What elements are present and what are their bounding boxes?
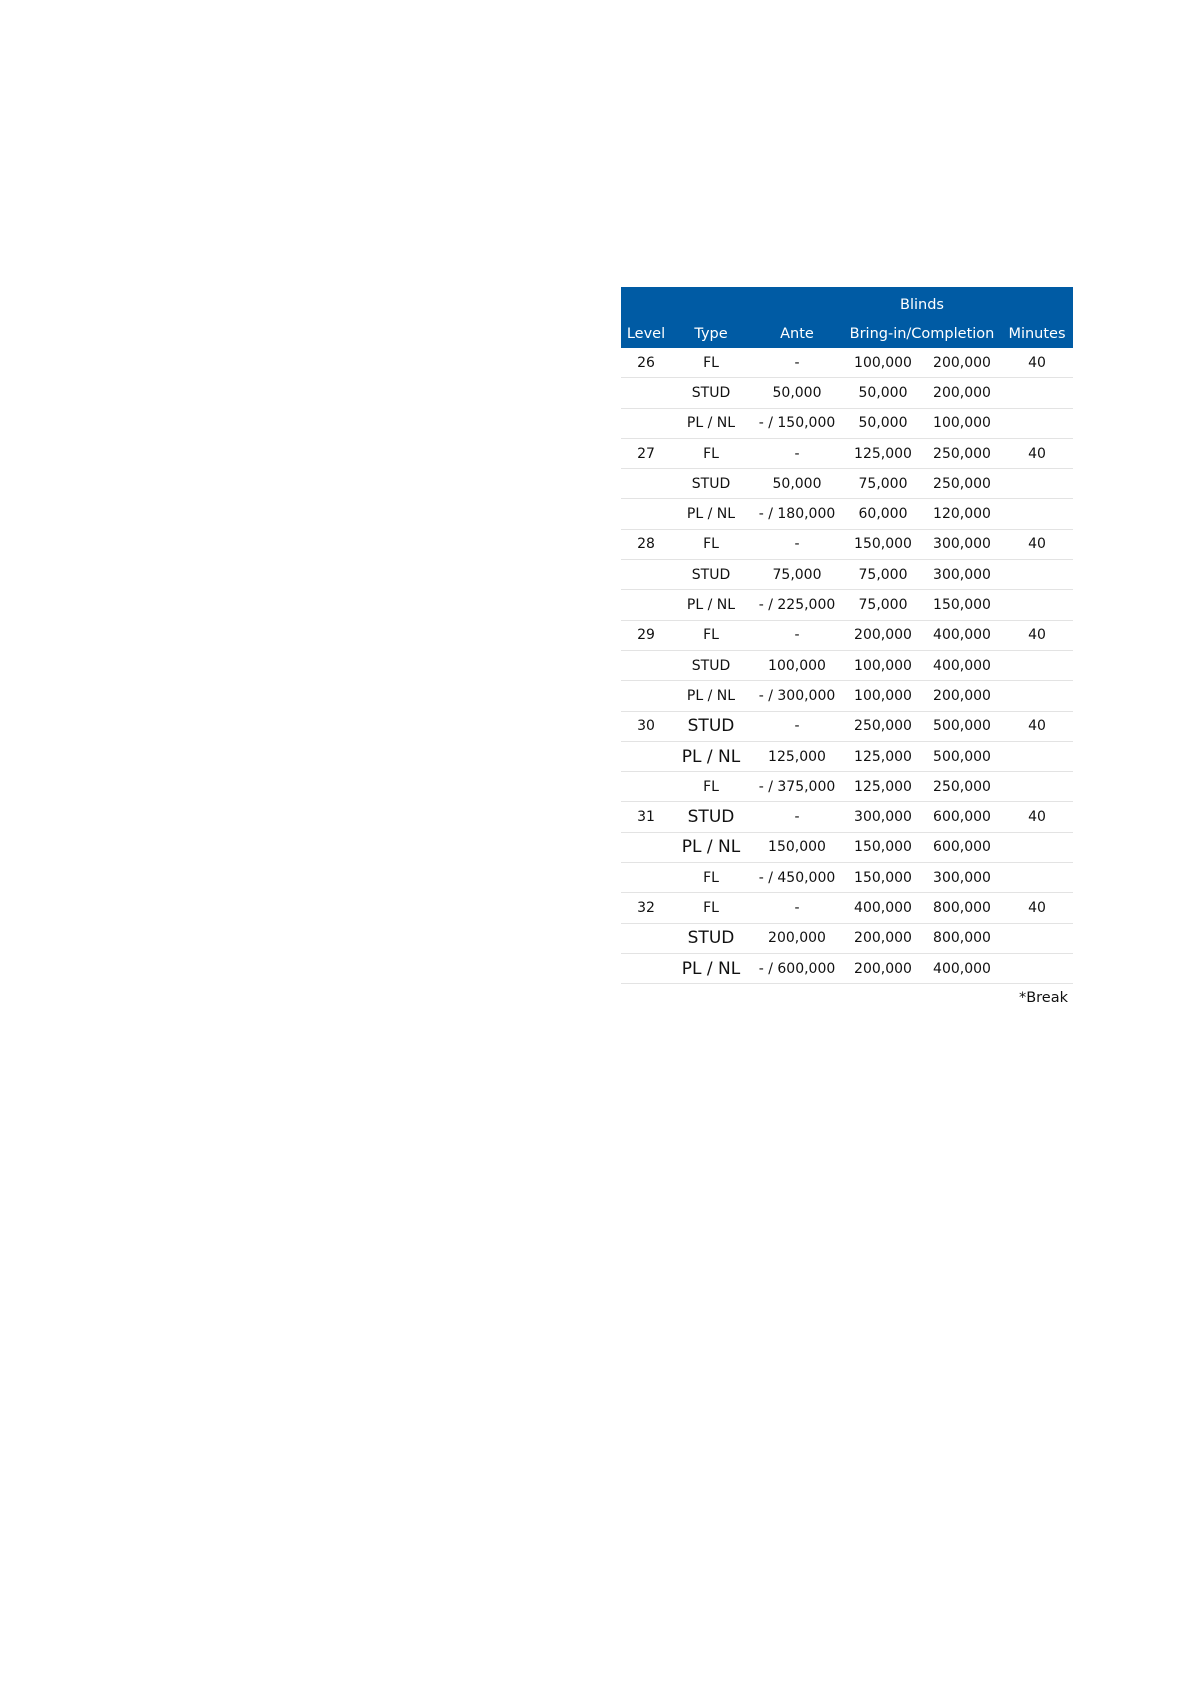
- type-cell: FL: [703, 445, 719, 462]
- type-cell: FL: [703, 354, 719, 371]
- completion-cell: 600,000: [933, 809, 991, 826]
- bring-in-cell: 75,000: [858, 597, 908, 614]
- note-row: [621, 984, 1073, 1012]
- ante-cell: 100,000: [768, 657, 826, 674]
- table-row: [621, 954, 1073, 984]
- type-cell: PL / NL: [686, 687, 736, 704]
- bring-in-cell: 150,000: [854, 839, 912, 856]
- type-cell: PL / NL: [686, 415, 736, 432]
- table-body: [621, 348, 1073, 984]
- level-cell: 31: [637, 809, 655, 826]
- completion-cell: 200,000: [933, 384, 991, 401]
- ante-cell: -: [794, 627, 800, 644]
- table-row: [621, 924, 1073, 954]
- ante-cell: 50,000: [772, 475, 822, 492]
- type-cell: PL / NL: [686, 506, 736, 523]
- break-note: *Break: [1018, 990, 1068, 1007]
- ante-cell: - / 180,000: [758, 506, 836, 523]
- header-level: Level: [626, 326, 666, 342]
- completion-cell: 200,000: [933, 687, 991, 704]
- type-cell: STUD: [687, 807, 735, 828]
- bring-in-cell: 150,000: [854, 869, 912, 886]
- completion-cell: 300,000: [933, 566, 991, 583]
- table-row: [621, 590, 1073, 620]
- level-cell: 26: [637, 354, 655, 371]
- type-cell: STUD: [691, 566, 731, 583]
- bring-in-cell: 400,000: [854, 899, 912, 916]
- bring-in-cell: 50,000: [858, 415, 908, 432]
- table-row: [621, 742, 1073, 772]
- table-row: [621, 863, 1073, 893]
- header-minutes: Minutes: [1008, 326, 1066, 342]
- completion-cell: 500,000: [933, 748, 991, 765]
- ante-cell: 150,000: [768, 839, 826, 856]
- bring-in-cell: 75,000: [858, 475, 908, 492]
- completion-cell: 250,000: [933, 445, 991, 462]
- ante-cell: -: [794, 536, 800, 553]
- completion-cell: 200,000: [933, 354, 991, 371]
- ante-cell: -: [794, 899, 800, 916]
- minutes-cell: 40: [1028, 718, 1046, 735]
- table-row: [621, 530, 1073, 560]
- bring-in-cell: 125,000: [854, 748, 912, 765]
- level-cell: 29: [637, 627, 655, 644]
- completion-cell: 300,000: [933, 869, 991, 886]
- type-cell: PL / NL: [686, 597, 736, 614]
- table-row: [621, 651, 1073, 681]
- table-row: [621, 348, 1073, 378]
- header-type: Type: [694, 326, 728, 342]
- bring-in-cell: 125,000: [854, 778, 912, 795]
- ante-cell: - / 225,000: [758, 597, 836, 614]
- table-row: [621, 560, 1073, 590]
- minutes-cell: 40: [1028, 536, 1046, 553]
- table-row: [621, 409, 1073, 439]
- ante-cell: -: [794, 354, 800, 371]
- table-row: [621, 499, 1073, 529]
- type-cell: FL: [703, 778, 719, 795]
- completion-cell: 150,000: [933, 597, 991, 614]
- ante-cell: -: [794, 809, 800, 826]
- table-row: [621, 802, 1073, 832]
- bring-in-cell: 125,000: [854, 445, 912, 462]
- bring-in-cell: 200,000: [854, 960, 912, 977]
- type-cell: STUD: [691, 475, 731, 492]
- ante-cell: 50,000: [772, 384, 822, 401]
- header-columns-row: [621, 325, 1073, 343]
- ante-cell: 75,000: [772, 566, 822, 583]
- bring-in-cell: 150,000: [854, 536, 912, 553]
- type-cell: PL / NL: [681, 837, 741, 858]
- table-row: [621, 893, 1073, 923]
- header-group-row: [621, 296, 1073, 314]
- minutes-cell: 40: [1028, 627, 1046, 644]
- table-row: [621, 621, 1073, 651]
- completion-cell: 400,000: [933, 657, 991, 674]
- bring-in-cell: 250,000: [854, 718, 912, 735]
- level-cell: 32: [637, 899, 655, 916]
- completion-cell: 300,000: [933, 536, 991, 553]
- bring-in-cell: 50,000: [858, 384, 908, 401]
- level-cell: 27: [637, 445, 655, 462]
- completion-cell: 500,000: [933, 718, 991, 735]
- completion-cell: 600,000: [933, 839, 991, 856]
- table-row: [621, 439, 1073, 469]
- minutes-cell: 40: [1028, 809, 1046, 826]
- completion-cell: 250,000: [933, 475, 991, 492]
- table-row: [621, 469, 1073, 499]
- type-cell: FL: [703, 536, 719, 553]
- type-cell: PL / NL: [681, 746, 741, 767]
- table-header: [621, 287, 1073, 348]
- ante-cell: - / 300,000: [758, 687, 836, 704]
- table-row: [621, 833, 1073, 863]
- completion-cell: 100,000: [933, 415, 991, 432]
- completion-cell: 400,000: [933, 960, 991, 977]
- ante-cell: 200,000: [768, 930, 826, 947]
- type-cell: FL: [703, 627, 719, 644]
- ante-cell: 125,000: [768, 748, 826, 765]
- type-cell: PL / NL: [681, 958, 741, 979]
- ante-cell: -: [794, 718, 800, 735]
- ante-cell: -: [794, 445, 800, 462]
- minutes-cell: 40: [1028, 445, 1046, 462]
- bring-in-cell: 200,000: [854, 627, 912, 644]
- level-cell: 28: [637, 536, 655, 553]
- ante-cell: - / 375,000: [758, 778, 836, 795]
- header-ante: Ante: [780, 326, 814, 342]
- type-cell: FL: [703, 899, 719, 916]
- minutes-cell: 40: [1028, 354, 1046, 371]
- header-blinds: Blinds: [900, 297, 944, 313]
- blinds-table: [621, 287, 1073, 1012]
- level-cell: 30: [637, 718, 655, 735]
- completion-cell: 800,000: [933, 899, 991, 916]
- ante-cell: - / 600,000: [758, 960, 836, 977]
- completion-cell: 800,000: [933, 930, 991, 947]
- table-row: [621, 378, 1073, 408]
- bring-in-cell: 300,000: [854, 809, 912, 826]
- type-cell: STUD: [687, 928, 735, 949]
- type-cell: STUD: [691, 657, 731, 674]
- bring-in-cell: 60,000: [858, 506, 908, 523]
- completion-cell: 250,000: [933, 778, 991, 795]
- bring-in-cell: 100,000: [854, 687, 912, 704]
- table-row: [621, 681, 1073, 711]
- bring-in-cell: 200,000: [854, 930, 912, 947]
- ante-cell: - / 150,000: [758, 415, 836, 432]
- table-row: [621, 772, 1073, 802]
- completion-cell: 120,000: [933, 506, 991, 523]
- type-cell: FL: [703, 869, 719, 886]
- minutes-cell: 40: [1028, 899, 1046, 916]
- type-cell: STUD: [691, 384, 731, 401]
- bring-in-cell: 100,000: [854, 354, 912, 371]
- completion-cell: 400,000: [933, 627, 991, 644]
- bring-in-cell: 75,000: [858, 566, 908, 583]
- type-cell: STUD: [687, 716, 735, 737]
- ante-cell: - / 450,000: [758, 869, 836, 886]
- header-bring-in-completion: Bring-in/Completion: [849, 326, 995, 342]
- table-row: [621, 712, 1073, 742]
- bring-in-cell: 100,000: [854, 657, 912, 674]
